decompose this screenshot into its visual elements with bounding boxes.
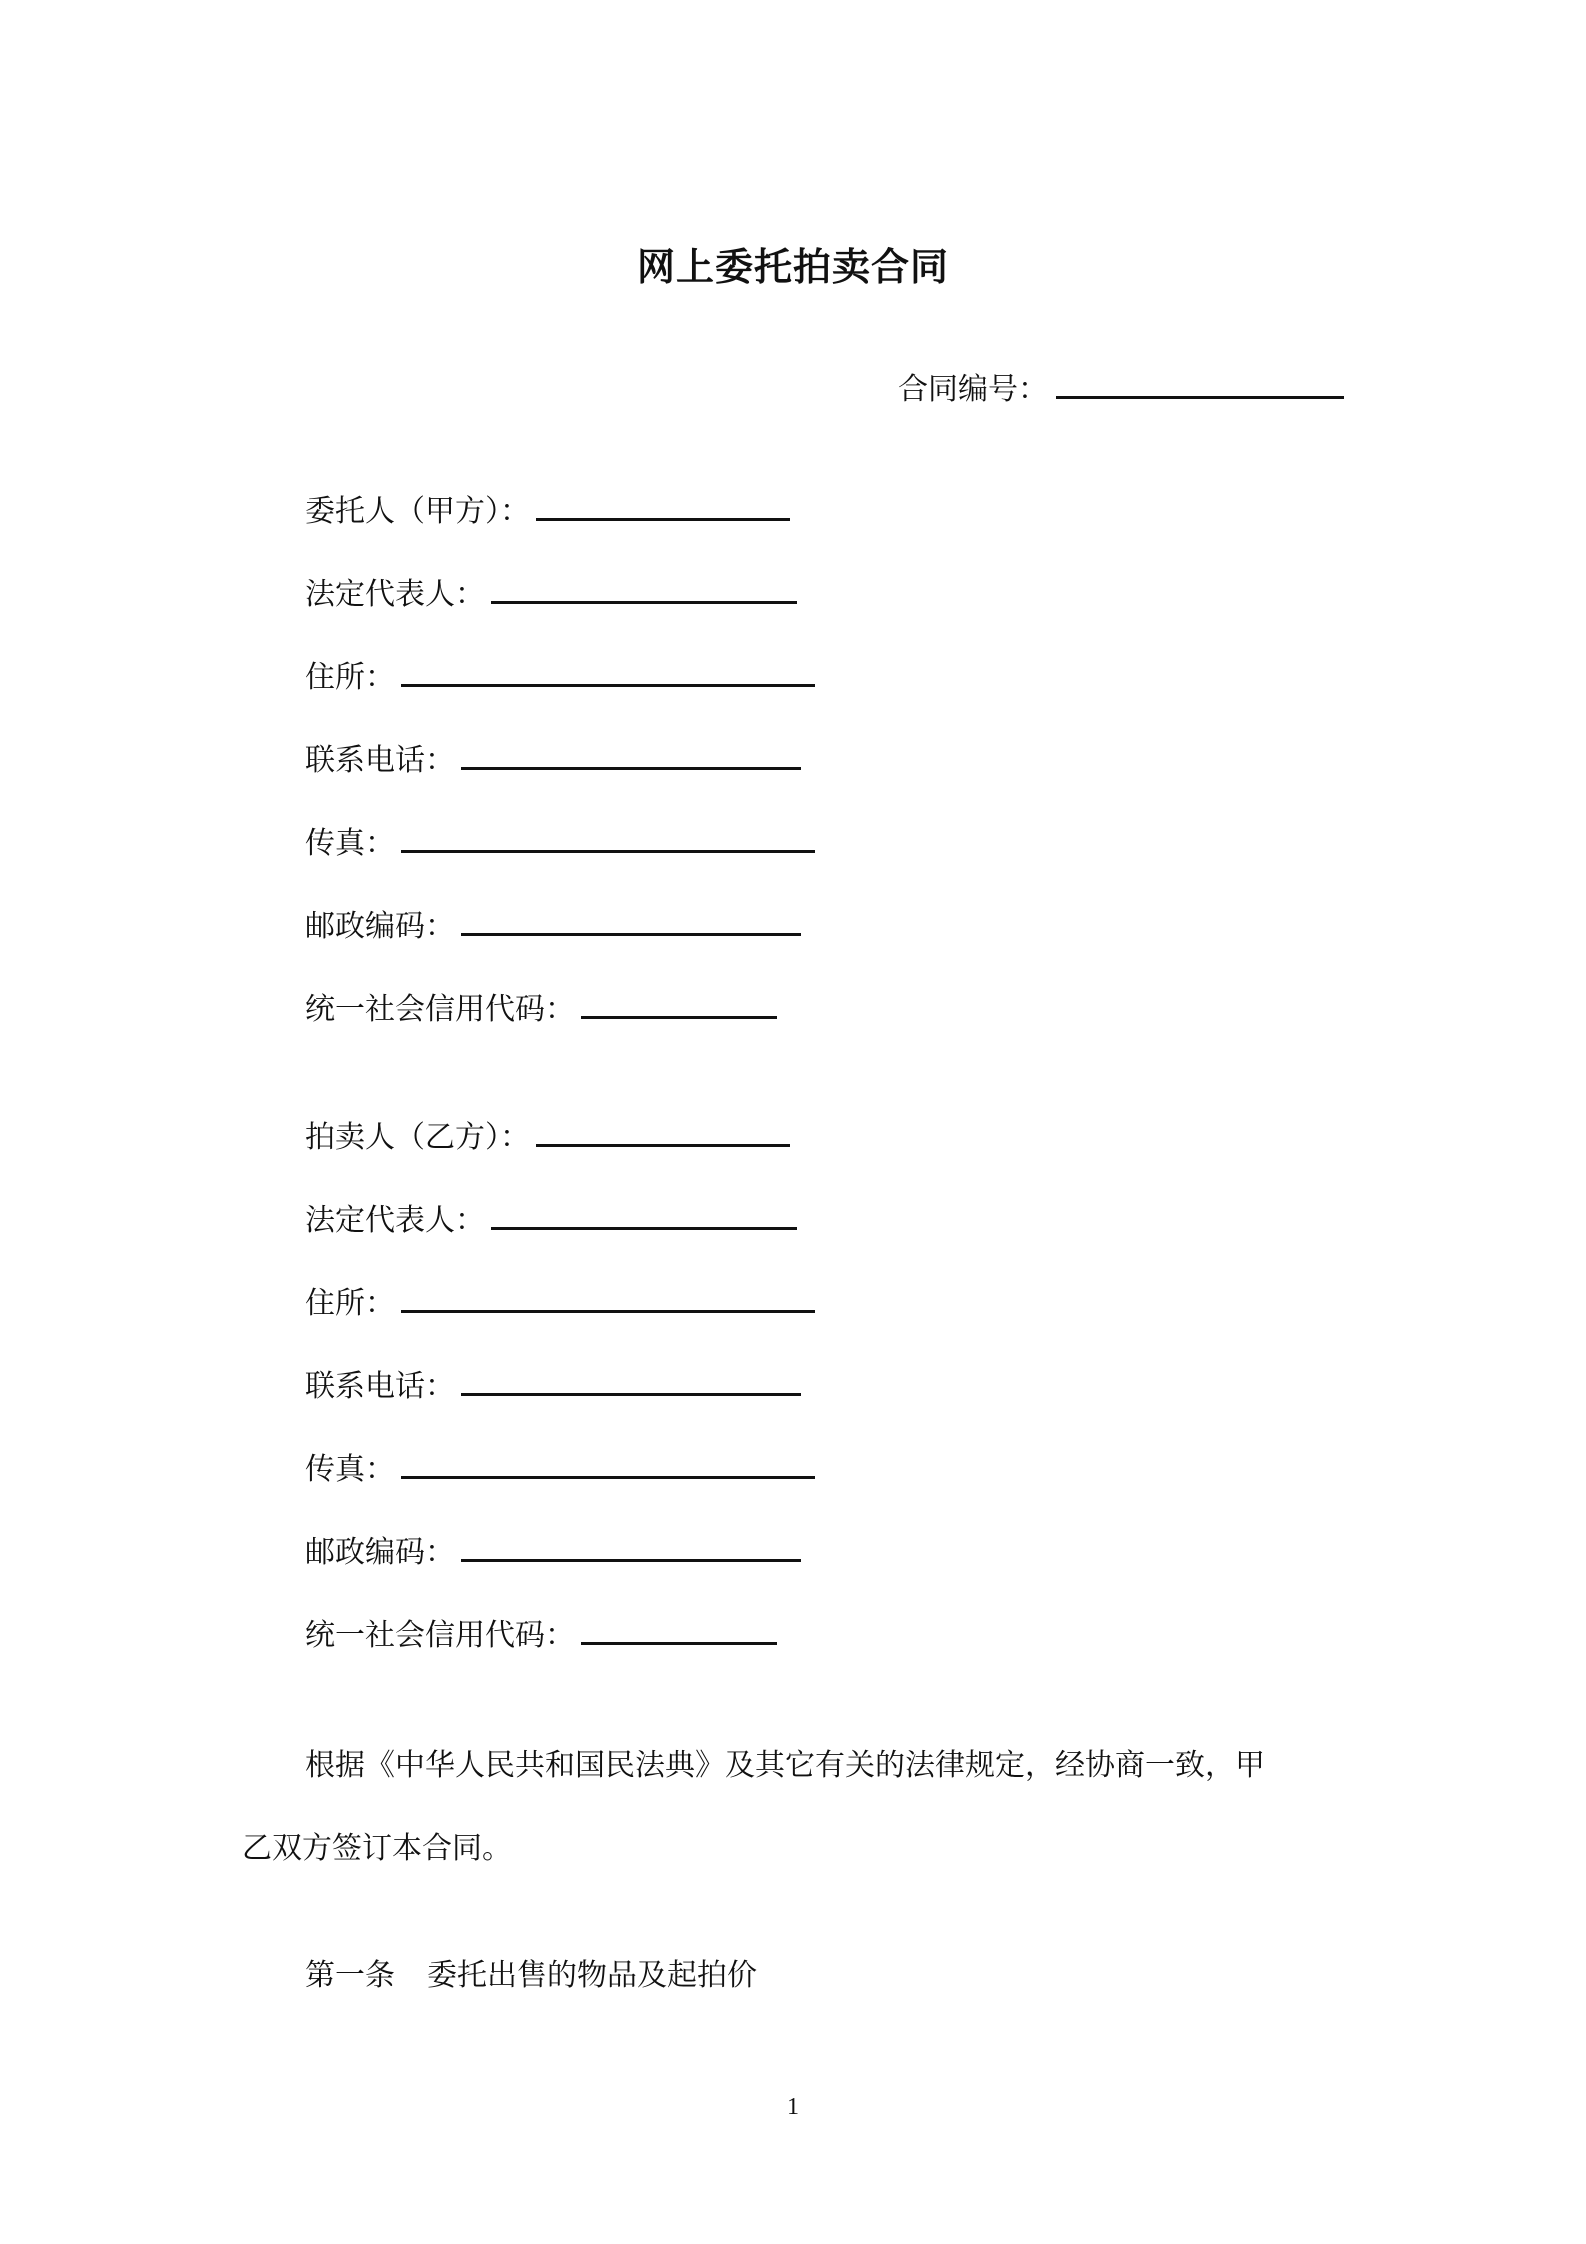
document-title: 网上委托拍卖合同 xyxy=(636,245,949,289)
party-a-credit-code-label: 统一社会信用代码： xyxy=(305,992,575,1027)
contract-number-field xyxy=(898,364,1344,408)
party-a-legal-rep-field xyxy=(305,571,797,611)
party-a-fax-label: 传真： xyxy=(305,826,395,861)
party-a-phone-blank xyxy=(461,737,801,770)
party-a-phone-field xyxy=(305,737,801,777)
party-a-postcode-blank xyxy=(461,903,801,936)
contract-number-blank xyxy=(1056,366,1344,399)
party-b-address-field xyxy=(305,1280,815,1320)
party-b-credit-code-label: 统一社会信用代码： xyxy=(305,1618,575,1653)
party-b-credit-code-blank xyxy=(581,1612,777,1645)
party-b-name-field xyxy=(305,1114,790,1154)
party-b-name-label: 拍卖人（乙方）： xyxy=(305,1120,530,1155)
party-b-legal-rep-field xyxy=(305,1197,797,1237)
party-a-phone-label: 联系电话： xyxy=(305,743,455,778)
party-b-legal-rep-blank xyxy=(491,1197,797,1230)
party-b-phone-field xyxy=(305,1363,801,1403)
party-a-credit-code-blank xyxy=(581,986,777,1019)
party-a-postcode-field xyxy=(305,903,801,943)
party-b-phone-label: 联系电话： xyxy=(305,1369,455,1404)
article-1-title: 委托出售的物品及起拍价 xyxy=(427,1958,757,1993)
preamble-line-1: 根据《中华人民共和国民法典》及其它有关的法律规定，经协商一致，甲 xyxy=(305,1748,1265,1783)
party-a-legal-rep-blank xyxy=(491,571,797,604)
party-b-name-blank xyxy=(536,1114,790,1147)
party-a-credit-code-field xyxy=(305,986,777,1026)
party-b-postcode-label: 邮政编码： xyxy=(305,1535,455,1570)
page-number: 1 xyxy=(787,2094,799,2120)
party-b-fax-blank xyxy=(401,1446,815,1479)
party-a-legal-rep-label: 法定代表人： xyxy=(305,577,485,612)
party-a-name-label: 委托人（甲方）： xyxy=(305,494,530,529)
contract-number-label: 合同编号： xyxy=(898,372,1048,407)
party-b-postcode-field xyxy=(305,1529,801,1569)
party-a-address-label: 住所： xyxy=(305,660,395,695)
party-b-legal-rep-label: 法定代表人： xyxy=(305,1203,485,1238)
article-1-number: 第一条 xyxy=(305,1958,395,1993)
preamble-line-2: 乙双方签订本合同。 xyxy=(242,1831,512,1866)
party-a-name-field xyxy=(305,488,790,528)
party-b-fax-label: 传真： xyxy=(305,1452,395,1487)
party-a-address-blank xyxy=(401,654,815,687)
article-1-heading xyxy=(305,1950,757,1994)
party-a-name-blank xyxy=(536,488,790,521)
party-b-phone-blank xyxy=(461,1363,801,1396)
party-b-postcode-blank xyxy=(461,1529,801,1562)
party-b-address-blank xyxy=(401,1280,815,1313)
party-a-postcode-label: 邮政编码： xyxy=(305,909,455,944)
party-a-address-field xyxy=(305,654,815,694)
party-b-address-label: 住所： xyxy=(305,1286,395,1321)
party-a-fax-blank xyxy=(401,820,815,853)
party-b-credit-code-field xyxy=(305,1612,777,1652)
party-a-fax-field xyxy=(305,820,815,860)
party-b-fax-field xyxy=(305,1446,815,1486)
